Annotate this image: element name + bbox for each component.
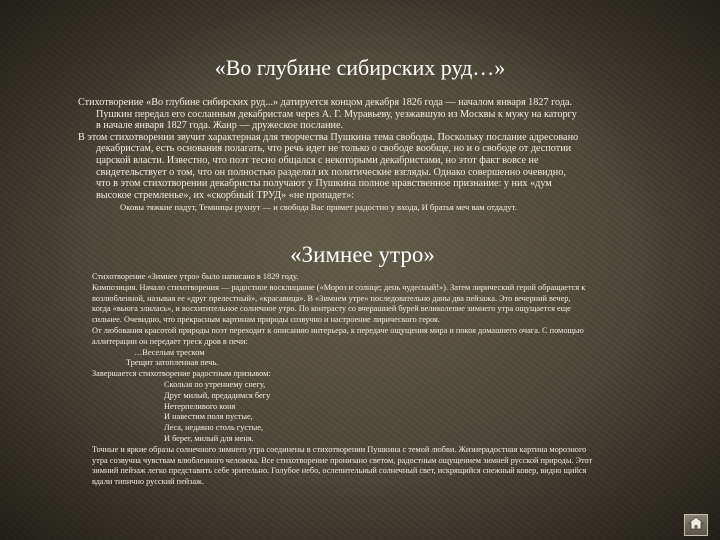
text-line: Завершается стихотворение радостным призывом: — [92, 369, 271, 379]
poem-line: Трещит затопленная печь. — [126, 358, 219, 368]
text-line: в начале января 1827 года. Жанр — дружеское послание. — [96, 120, 344, 132]
text-line: вдали типично русский пейзаж. — [92, 477, 204, 487]
poem-line: Друг милый, предадимся бегу — [164, 390, 271, 400]
text-line: возлюбленной, называя ее «друг прелестный», «красавица». В «Зимнем утре» последовательно даны два пейзажа. Это вечерний вечер, — [92, 293, 571, 303]
text-line: когда «вьюга злилась», и восхитительное солнечное утро. По контрасту со вчерашней бурей великолепие зимнего утра ощущается еще — [92, 304, 571, 314]
poem-line: Скользя по утреннему снегу, — [164, 379, 266, 389]
text-line: аллитерации он передает треск дров в печи: — [92, 336, 248, 346]
text-line: В этом стихотворении звучит характерная для творчества Пушкина тема свободы. Поскольку послание адресовано — [78, 131, 579, 143]
section-title-1: «Во глубине сибирских руд…» — [214, 55, 506, 80]
section-title-2: «Зимнее утро» — [290, 242, 435, 267]
poem-quote: Оковы тяжкие падут, Темницы рухнут — и свобода Вас примет радостно у входа, И братья меч вам отдадут. — [120, 202, 517, 213]
text-line: что в этом стихотворении декабристы получают у Пушкина полное нравственное признание: у них «дум — [96, 178, 552, 190]
poem-line: И навестим поля пустые, — [164, 412, 253, 422]
text-line: Стихотворение «Зимнее утро» было написано в 1829 году. — [92, 272, 299, 281]
text-line: Стихотворение «Во глубине сибирских руд...» датируется концом декабря 1826 года — началом января 1827 года. — [78, 97, 573, 108]
text-line: Точные и яркие образы солнечного зимнего утра соединены в стихотворении Пушкина с темой любви. Жизнерадостная картина морозного — [92, 444, 587, 454]
text-line: зимний пейзаж легко представить себе зрительно. Голубое небо, ослепительный солнечный свет, искрящийся снежный ковер, видно щийся — [92, 466, 587, 476]
home-icon — [688, 516, 704, 535]
text-line: Композиция. Начало стихотворения — радостное восклицание («Мороз и солнце; день чудесный!»). Затем лирический герой обращается к — [92, 282, 586, 292]
poem-line: …Веселым треском — [134, 347, 205, 357]
text-line: сильнее. Очевидно, что прекрасным картинам природы созвучно и настроение лирического героя. — [92, 315, 440, 325]
section-body-2 — [92, 272, 692, 488]
poem-line: И берег, милый для меня. — [164, 433, 254, 443]
poem-line: Леса, недавно столь густые, — [164, 423, 263, 433]
text-line: свидетельствует о том, что он полностью разделял их политические взгляды. Однако совершенно очевидно, — [96, 166, 566, 178]
section-body-1 — [78, 97, 678, 214]
text-line: От любования красотой природы поэт переходит к описанию интерьера, к передаче ощущения мира и покоя домашнего очага. С помощью — [92, 325, 584, 335]
home-button[interactable] — [684, 514, 708, 536]
text-line: утра созвучна чувствам влюбленного человека. Все стихотворение пронизано светом, радостным ощущением зимней русской природы. Этот — [92, 455, 593, 465]
text-line: царской власти. Известно, что поэт тесно общался с некоторыми декабристами, но этот факт вовсе не — [96, 154, 539, 166]
text-line: Пушкин передал его сосланным декабристам через А. Г. Муравьеву, уезжавшую из Москвы к мужу на каторгу — [96, 108, 577, 120]
text-line: высокое стремленье», их «скорбный ТРУД» «не пропадет»: — [96, 189, 355, 201]
text-line: декабристам, есть основания полагать, что речь идет не только о свободе вообще, но и о свободе от деспотии — [96, 143, 572, 155]
poem-line: Нетерпеливого коня — [164, 401, 236, 411]
